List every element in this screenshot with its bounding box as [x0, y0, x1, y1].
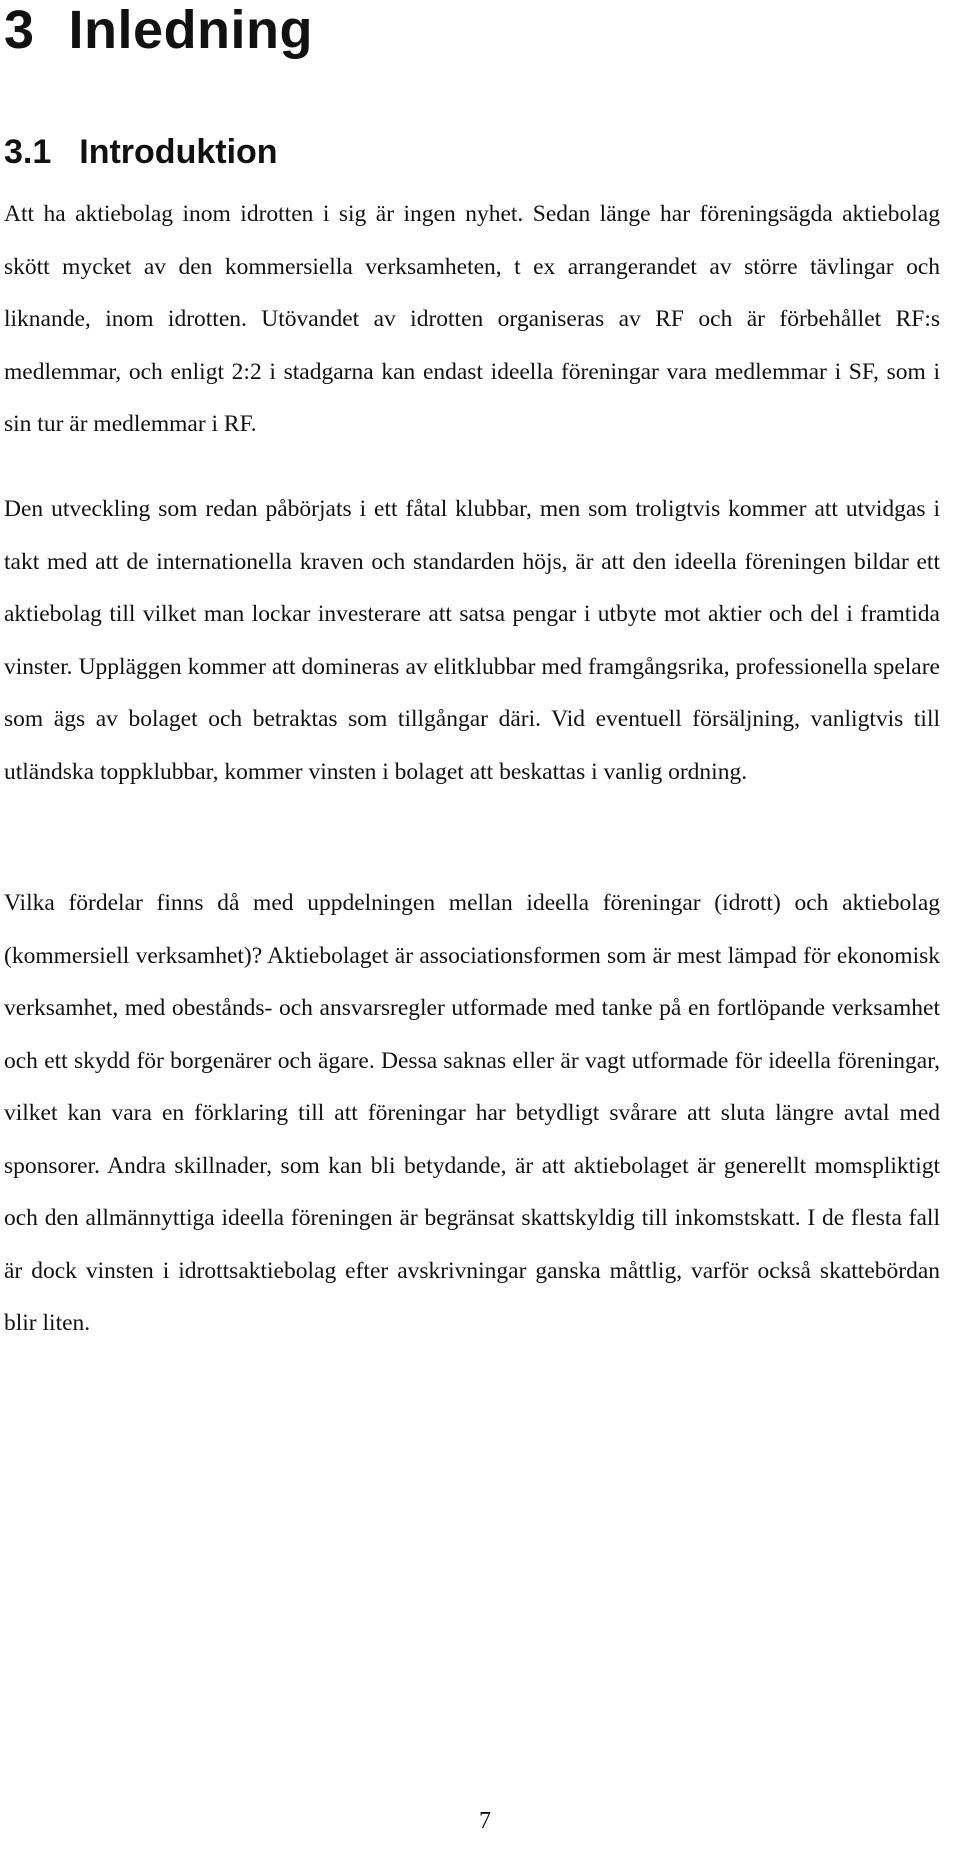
section-number: 3.1: [4, 133, 52, 171]
paragraph-3: Vilka fördelar finns då med uppdelningen mellan ideella föreningar (idrott) och aktiebolag (kommersiell verksamhet)? Aktiebolaget är associationsformen som är mest lämpad för ekonomisk verksamhet, med obestånds- och ansvarsregler utformade med tanke på en fortlöpande verksamhet och ett skydd för borgenärer och ägare. Dessa saknas eller är vagt utformade för ideella föreningar, vilket kan vara en förklaring till att föreningar har betydligt svårare att sluta längre avtal med sponsorer. Andra skillnader, som kan bli betydande, är att aktiebolaget är generellt momspliktigt och den allmännyttiga ideella föreningen är begränsat skattskyldig till inkomstskatt. I de flesta fall är dock vinsten i idrottsaktiebolag efter avskrivningar ganska måttlig, varför också skattebördan blir liten.: [4, 890, 940, 1336]
paragraph-2: Den utveckling som redan påbörjats i ett fåtal klubbar, men som troligtvis kommer att utvidgas i takt med att de internationella kraven och standarden höjs, är att den ideella föreningen bildar ett aktiebolag till vilket man lockar investerare att satsa pengar i utbyte mot aktier och del i framtida vinster. Uppläggen kommer att domineras av elitklubbar med framgångsrika, professionella spelare som ägs av bolaget och betraktas som tillgångar däri. Vid eventuell försäljning, vanligtvis till utländska toppklubbar, kommer vinsten i bolaget att beskattas i vanlig ordning.: [4, 496, 940, 785]
chapter-number: 3: [4, 0, 35, 60]
chapter-heading: [4, 0, 313, 60]
page-number: 7: [479, 1808, 491, 1834]
section-heading: [4, 132, 278, 172]
paragraph-1: Att ha aktiebolag inom idrotten i sig är ingen nyhet. Sedan länge har föreningsägda aktiebolag skött mycket av den kommersiella verksamheten, t ex arrangerandet av större tävlingar och liknande, inom idrotten. Utövandet av idrotten organiseras av RF och är förbehållet RF:s medlemmar, och enligt 2:2 i stadgarna kan endast ideella föreningar vara medlemmar i SF, som i sin tur är medlemmar i RF.: [4, 201, 940, 437]
chapter-title: Inledning: [68, 0, 314, 60]
section-title: Introduktion: [79, 133, 278, 171]
